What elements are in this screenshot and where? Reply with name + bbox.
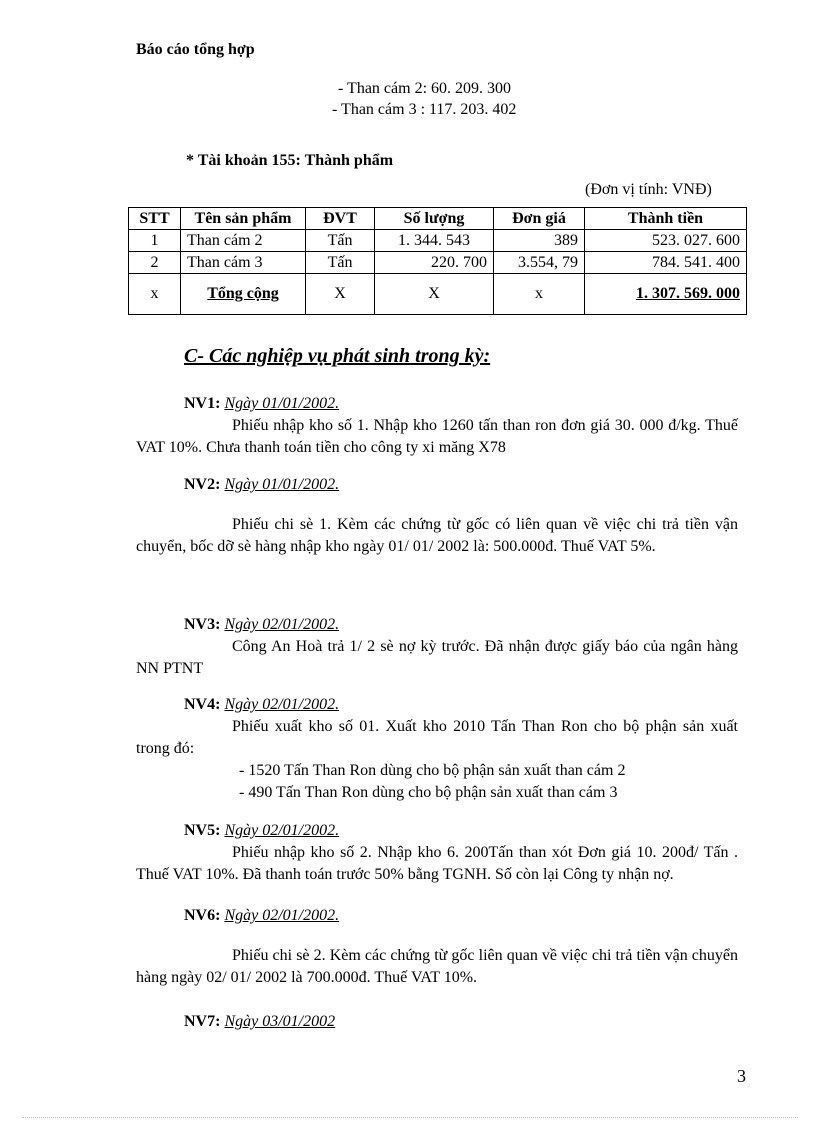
col-header-unit: ĐVT <box>306 208 375 230</box>
nv3-text-block <box>136 636 738 680</box>
nv5-heading <box>184 822 339 840</box>
nv3-label: NV3: <box>184 616 221 633</box>
nv3-heading <box>184 616 339 634</box>
nv4-heading <box>184 696 339 714</box>
section-title: C- Các nghiệp vụ phát sinh trong kỳ: <box>184 345 491 367</box>
total-stt: x <box>129 274 181 315</box>
nv4-text-block <box>136 716 738 760</box>
nv7-date: Ngày 03/01/2002 <box>224 1013 336 1030</box>
report-title: Báo cáo tổng hợp <box>136 41 255 58</box>
product-table <box>128 207 747 315</box>
nv7-label: NV7: <box>184 1013 221 1030</box>
cell-unit-price: 3.554, 79 <box>494 252 585 274</box>
page-bottom-divider <box>22 1117 798 1118</box>
nv2-heading <box>184 476 339 494</box>
nv1-text: Phiếu nhập kho số 1. Nhập kho 1260 tấn than ron đơn giá 30. 000 đ/kg. Thuế VAT 10%. Chưa thanh toán tiền cho công ty xi măng X78 <box>136 417 738 456</box>
nv3-date: Ngày 02/01/2002. <box>224 616 340 633</box>
account-heading: * Tài khoản 155: Thành phẩm <box>186 152 394 169</box>
cell-product: Than cám 3 <box>181 252 306 274</box>
nv4-date: Ngày 02/01/2002. <box>224 696 340 713</box>
col-header-unit-price: Đơn giá <box>494 208 585 230</box>
nv5-date: Ngày 02/01/2002. <box>224 822 340 839</box>
col-header-quantity: Số lượng <box>375 208 494 230</box>
nv2-text: Phiếu chi sè 1. Kèm các chứng từ gốc có liên quan về việc chi trả tiền vận chuyển, bốc dỡ sè hàng nhập kho ngày 01/ 01/ 2002 là: 500.000đ. Thuế VAT 5%. <box>136 516 738 555</box>
col-header-stt: STT <box>129 208 181 230</box>
total-unit-price: x <box>494 274 585 315</box>
table-row <box>129 252 747 274</box>
table-header-row <box>129 208 747 230</box>
nv5-text-block <box>136 842 738 886</box>
intro-line-2: - Than cám 3 : 117. 203. 402 <box>332 101 517 118</box>
cell-quantity: 220. 700 <box>375 252 494 274</box>
cell-amount: 523. 027. 600 <box>585 230 747 252</box>
table-total-row <box>129 274 747 315</box>
nv1-label: NV1: <box>184 395 221 412</box>
nv5-text: Phiếu nhập kho số 2. Nhập kho 6. 200Tấn than xót Đơn giá 10. 200đ/ Tấn . Thuế VAT 10%. Đã thanh toán trước 50% bằng TGNH. Số còn lại Công ty nhận nợ. <box>136 844 738 883</box>
total-quantity: X <box>375 274 494 315</box>
total-unit: X <box>306 274 375 315</box>
cell-unit: Tấn <box>306 252 375 274</box>
nv1-text-block <box>136 415 738 459</box>
nv4-text: Phiếu xuất kho số 01. Xuất kho 2010 Tấn Than Ron cho bộ phận sản xuất trong đó: <box>136 718 738 757</box>
nv6-label: NV6: <box>184 907 221 924</box>
cell-quantity: 1. 344. 543 <box>375 230 494 252</box>
nv1-heading <box>184 395 339 413</box>
nv6-heading <box>184 907 339 925</box>
nv2-date: Ngày 01/01/2002. <box>224 476 340 493</box>
total-amount: 1. 307. 569. 000 <box>585 274 747 315</box>
cell-stt: 1 <box>129 230 181 252</box>
cell-amount: 784. 541. 400 <box>585 252 747 274</box>
cell-product: Than cám 2 <box>181 230 306 252</box>
nv7-heading <box>184 1013 335 1031</box>
nv6-date: Ngày 02/01/2002. <box>224 907 340 924</box>
page-number: 3 <box>737 1066 746 1086</box>
intro-line-1: - Than cám 2: 60. 209. 300 <box>338 80 512 97</box>
table-row <box>129 230 747 252</box>
nv5-label: NV5: <box>184 822 221 839</box>
cell-unit: Tấn <box>306 230 375 252</box>
nv2-text-block <box>136 514 738 558</box>
cell-unit-price: 389 <box>494 230 585 252</box>
col-header-amount: Thành tiền <box>585 208 747 230</box>
nv6-text: Phiếu chi sè 2. Kèm các chứng từ gốc liên quan về việc chi trả tiền vận chuyển hàng ngày 02/ 01/ 2002 là 700.000đ. Thuế VAT 10%. <box>136 947 738 986</box>
unit-label: (Đơn vị tính: VNĐ) <box>585 181 712 198</box>
cell-stt: 2 <box>129 252 181 274</box>
col-header-product: Tên sản phẩm <box>181 208 306 230</box>
nv3-text: Công An Hoà trả 1/ 2 sè nợ kỳ trước. Đã nhận được giấy báo của ngân hàng NN PTNT <box>136 638 738 677</box>
nv6-text-block <box>136 945 738 989</box>
nv2-label: NV2: <box>184 476 221 493</box>
nv4-item-2: - 490 Tấn Than Ron dùng cho bộ phận sản xuất than cám 3 <box>239 784 618 801</box>
nv1-date: Ngày 01/01/2002. <box>224 395 340 412</box>
nv4-item-1: - 1520 Tấn Than Ron dùng cho bộ phận sản xuất than cám 2 <box>239 762 626 779</box>
nv4-label: NV4: <box>184 696 221 713</box>
total-label: Tổng cộng <box>181 274 306 315</box>
